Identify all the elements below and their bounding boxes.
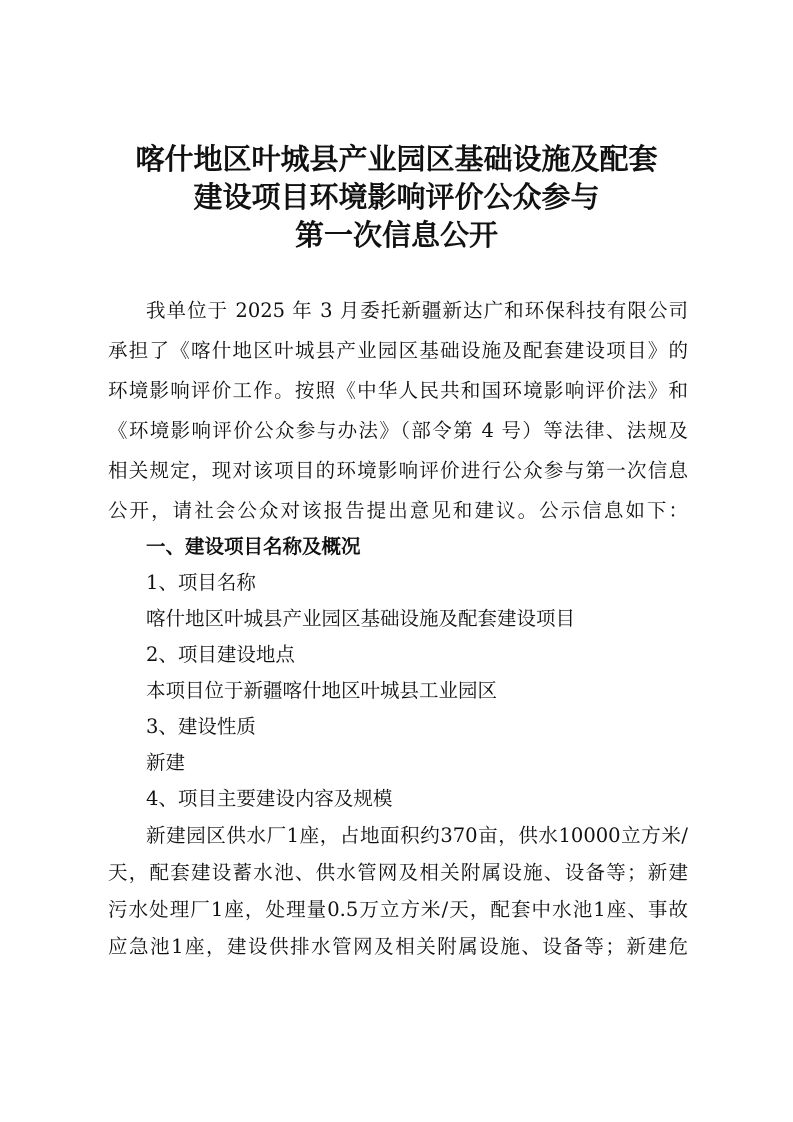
document-title-line-2: 建设项目环境影响评价公众参与 [193, 180, 600, 214]
intro-paragraph-line: 公开，请社会公众对该报告提出意见和建议。公示信息如下： [108, 499, 688, 522]
intro-paragraph-line: 《环境影响评价公众参与办法》（部令第 4 号）等法律、法规及 [108, 419, 688, 442]
item-value: 新建 [146, 751, 186, 774]
item-description-line: 应急池1座，建设供排水管网及相关附属设施、设备等；新建危 [108, 935, 688, 958]
intro-paragraph-line: 相关规定，现对该项目的环境影响评价进行公众参与第一次信息 [108, 459, 688, 482]
item-description-line: 污水处理厂1座，处理量0.5万立方米/天，配套中水池1座、事故 [108, 898, 688, 921]
item-value: 本项目位于新疆喀什地区叶城县工业园区 [146, 679, 498, 702]
document-title-line-3: 第一次信息公开 [294, 218, 498, 252]
item-label: 3、建设性质 [146, 715, 256, 738]
document-title-line-1: 喀什地区叶城县产业园区基础设施及配套 [135, 142, 658, 176]
intro-paragraph-line: 环境影响评价工作。按照《中华人民共和国环境影响评价法》和 [108, 379, 688, 402]
item-description-line: 天，配套建设蓄水池、供水管网及相关附属设施、设备等；新建 [108, 861, 688, 884]
section-heading: 一、建设项目名称及概况 [146, 535, 361, 558]
item-label: 2、项目建设地点 [146, 643, 295, 666]
item-value: 喀什地区叶城县产业园区基础设施及配套建设项目 [146, 607, 576, 630]
item-label: 1、项目名称 [146, 571, 256, 594]
intro-paragraph-line: 承担了《喀什地区叶城县产业园区基础设施及配套建设项目》的 [108, 339, 688, 362]
item-label: 4、项目主要建设内容及规模 [146, 787, 393, 810]
intro-paragraph-line: 我单位于 2025 年 3 月委托新疆新达广和环保科技有限公司 [146, 299, 688, 322]
item-description-line: 新建园区供水厂1座，占地面积约370亩，供水10000立方米/ [146, 824, 688, 847]
